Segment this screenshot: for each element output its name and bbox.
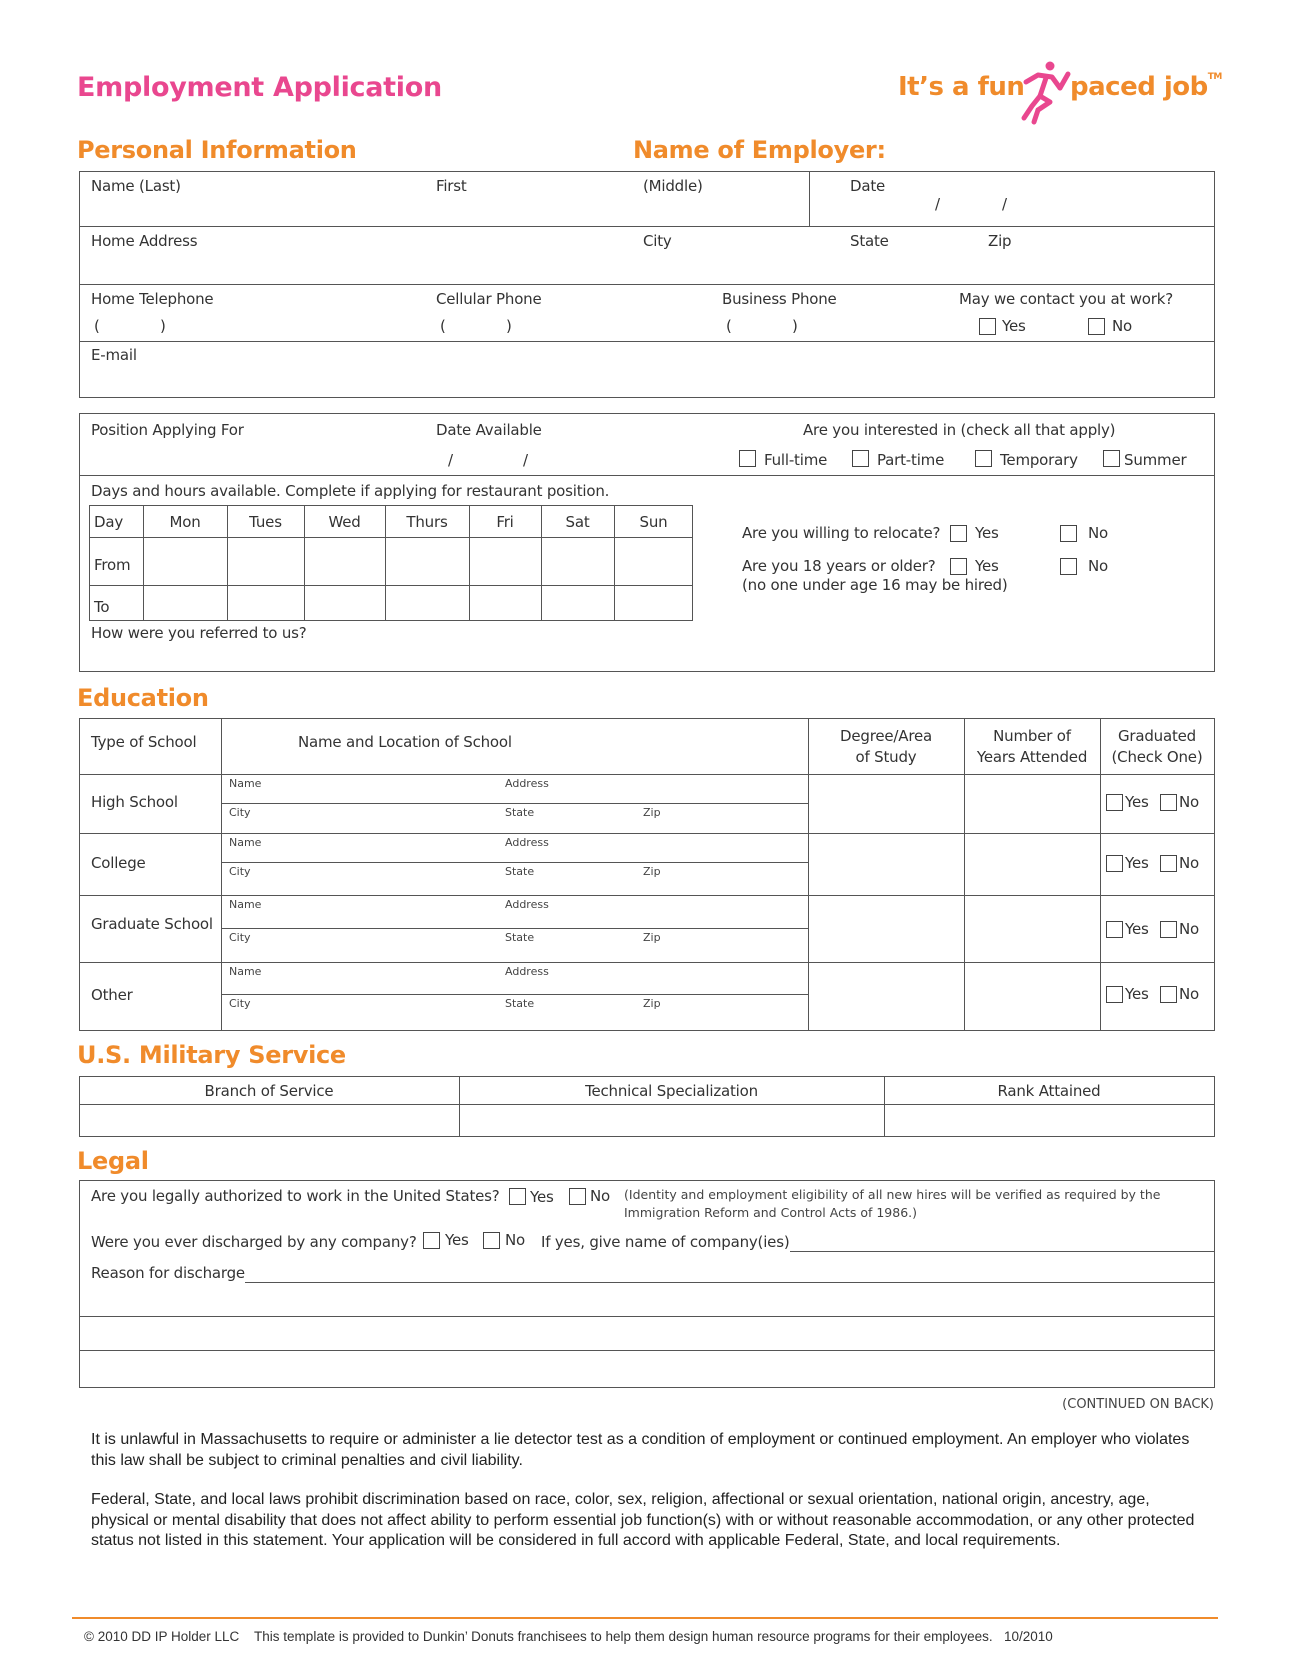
- divider: [89, 537, 693, 538]
- days-header-mon: Mon: [169, 513, 201, 531]
- date-input[interactable]: [848, 196, 1208, 222]
- label-referred: How were you referred to us?: [91, 624, 307, 642]
- label-no: No: [1179, 854, 1199, 872]
- sub-label-city: City: [229, 997, 251, 1010]
- section-heading-legal: Legal: [77, 1147, 149, 1175]
- footer-copyright: © 2010 DD IP Holder LLC: [84, 1629, 240, 1644]
- sub-label-address: Address: [505, 836, 549, 849]
- label-home-address: Home Address: [91, 232, 198, 250]
- relocate-yes-checkbox[interactable]: [950, 525, 967, 542]
- days-header-sat: Sat: [565, 513, 590, 531]
- discharged-no-checkbox[interactable]: [483, 1232, 500, 1249]
- military-header-specialization: Technical Specialization: [585, 1082, 758, 1100]
- edu-type-college: College: [91, 854, 146, 872]
- edu-type-graduate-school: Graduate School: [91, 915, 213, 933]
- state-input[interactable]: [848, 252, 978, 280]
- days-header-fri: Fri: [496, 513, 514, 531]
- divider: [89, 585, 693, 586]
- days-row-from: From: [94, 556, 131, 574]
- trademark: TM: [1207, 72, 1222, 82]
- cellular-phone-input[interactable]: [446, 316, 716, 336]
- days-header-tues: Tues: [249, 513, 282, 531]
- home-telephone-input[interactable]: [100, 316, 420, 336]
- label-name-first: First: [436, 177, 467, 195]
- edu-header-type: Type of School: [91, 733, 197, 751]
- edu-type-high-school: High School: [91, 793, 178, 811]
- divider: [221, 803, 808, 804]
- footer-rule: [72, 1617, 1218, 1619]
- paren: ): [160, 317, 166, 335]
- footer-date: 10/2010: [1003, 1629, 1053, 1644]
- authorized-yes-checkbox[interactable]: [509, 1188, 526, 1205]
- edu-header-name-location: Name and Location of School: [298, 733, 512, 751]
- edu-header-degree-1: Degree/Area: [840, 727, 932, 745]
- days-header-day: Day: [94, 513, 124, 531]
- label-if-yes: If yes, give name of company(ies): [541, 1233, 790, 1251]
- label-email: E-mail: [91, 346, 137, 364]
- full-time-checkbox[interactable]: [739, 450, 756, 467]
- label-date: Date: [850, 177, 886, 195]
- label-yes: Yes: [1125, 920, 1149, 938]
- date-separator: /: [448, 451, 453, 469]
- label-yes: Yes: [1125, 854, 1149, 872]
- divider: [79, 1104, 1215, 1105]
- divider: [79, 475, 1215, 476]
- label-home-telephone: Home Telephone: [91, 290, 214, 308]
- contact-work-no-checkbox[interactable]: [1088, 318, 1105, 335]
- sub-label-name: Name: [229, 898, 262, 911]
- part-time-checkbox[interactable]: [852, 450, 869, 467]
- divider: [79, 1350, 1215, 1351]
- days-header-wed: Wed: [328, 513, 361, 531]
- branch-of-service-input[interactable]: [84, 1108, 454, 1134]
- graduate-school-graduated-no-checkbox[interactable]: [1160, 921, 1177, 938]
- footer: [84, 1629, 1053, 1644]
- label-business-phone: Business Phone: [722, 290, 837, 308]
- discharged-company-input[interactable]: [792, 1228, 1210, 1250]
- date-available-input[interactable]: [432, 444, 712, 470]
- divider: [79, 774, 1215, 775]
- underline: [790, 1251, 1215, 1252]
- label-summer: Summer: [1124, 451, 1187, 469]
- reason-line-2-input[interactable]: [84, 1286, 1210, 1314]
- label-reason: Reason for discharge: [91, 1264, 245, 1282]
- authorized-no-checkbox[interactable]: [569, 1188, 586, 1205]
- divider: [79, 226, 1215, 227]
- label-zip: Zip: [988, 232, 1012, 250]
- label-city: City: [643, 232, 672, 250]
- section-heading-military: U.S. Military Service: [77, 1041, 346, 1069]
- sub-label-zip: Zip: [643, 806, 661, 819]
- notice-lie-detector: It is unlawful in Massachusetts to require or administer a lie detector test as a condition of employment or continued employment. An employer who violates this law shall be subject to criminal penalties and civil liability.: [91, 1431, 1190, 1469]
- age-note: (no one under age 16 may be hired): [742, 576, 1008, 594]
- sub-label-state: State: [505, 865, 535, 878]
- name-last-input[interactable]: [88, 196, 423, 222]
- contact-work-yes-checkbox[interactable]: [979, 318, 996, 335]
- page-title: Employment Application: [77, 72, 442, 103]
- label-no: No: [1179, 985, 1199, 1003]
- sub-label-address: Address: [505, 965, 549, 978]
- label-part-time: Part-time: [877, 451, 945, 469]
- edu-header-years-2: Years Attended: [976, 748, 1088, 766]
- underline: [245, 1282, 1215, 1283]
- paren: (: [440, 317, 446, 335]
- days-note: Days and hours available. Complete if applying for restaurant position.: [91, 482, 610, 500]
- temporary-checkbox[interactable]: [975, 450, 992, 467]
- label-yes: Yes: [975, 557, 999, 575]
- divider: [79, 962, 1215, 963]
- label-yes: Yes: [1002, 317, 1026, 335]
- section-heading-personal: Personal Information: [77, 136, 357, 164]
- label-yes: Yes: [530, 1188, 554, 1206]
- label-date-available: Date Available: [436, 421, 542, 439]
- referred-input[interactable]: [88, 644, 1208, 668]
- label-full-time: Full-time: [764, 451, 828, 469]
- email-input[interactable]: [88, 366, 1208, 394]
- name-middle-input[interactable]: [640, 196, 800, 222]
- other-graduated-no-checkbox[interactable]: [1160, 986, 1177, 1003]
- days-row-to: To: [94, 598, 110, 616]
- rank-attained-input[interactable]: [889, 1108, 1209, 1134]
- date-separator: /: [935, 195, 940, 213]
- authorized-note-2: Immigration Reform and Control Acts of 1986.): [624, 1205, 918, 1220]
- label-name-middle: (Middle): [643, 177, 703, 195]
- continued-on-back: (CONTINUED ON BACK): [1062, 1397, 1214, 1412]
- label-yes: Yes: [1125, 985, 1149, 1003]
- tagline-part1: It’s a fun: [898, 72, 1025, 102]
- paren: ): [792, 317, 798, 335]
- days-header-sun: Sun: [639, 513, 668, 531]
- military-header-branch: Branch of Service: [204, 1082, 334, 1100]
- label-age: Are you 18 years or older?: [742, 557, 936, 575]
- notice-discrimination: Federal, State, and local laws prohibit discrimination based on race, color, sex, religion, affectional or sexual orientation, national origin, ancestry, age, physical or mental disability that does not affect ability to perform essential job function(s) with or without reasonable accommodation, or any other protected status not listed in this statement. Your application will be considered in full accord with applicable Federal, State, and local requirements.: [91, 1491, 1195, 1549]
- sub-label-address: Address: [505, 777, 549, 790]
- footer-note: This template is provided to Dunkin’ Donuts franchisees to help them design human resource programs for their employees.: [254, 1629, 993, 1644]
- label-discharged: Were you ever discharged by any company?: [91, 1233, 417, 1251]
- graduate-school-graduated-yes-checkbox[interactable]: [1106, 921, 1123, 938]
- summer-checkbox[interactable]: [1103, 450, 1120, 467]
- label-authorized: Are you legally authorized to work in the United States?: [91, 1187, 500, 1205]
- high-school-graduated-no-checkbox[interactable]: [1160, 794, 1177, 811]
- sub-label-state: State: [505, 997, 535, 1010]
- sub-label-zip: Zip: [643, 931, 661, 944]
- sub-label-name: Name: [229, 836, 262, 849]
- sub-label-state: State: [505, 931, 535, 944]
- divider: [221, 862, 808, 863]
- section-heading-education: Education: [77, 684, 209, 712]
- other-graduated-yes-checkbox[interactable]: [1106, 986, 1123, 1003]
- label-name-last: Name (Last): [91, 177, 181, 195]
- label-cellular-phone: Cellular Phone: [436, 290, 542, 308]
- label-no: No: [1179, 920, 1199, 938]
- edu-header-graduated-1: Graduated: [1117, 727, 1197, 745]
- label-contact-at-work: May we contact you at work?: [959, 290, 1173, 308]
- edu-type-other: Other: [91, 986, 133, 1004]
- sub-label-name: Name: [229, 965, 262, 978]
- military-header-rank: Rank Attained: [997, 1082, 1101, 1100]
- college-graduated-yes-checkbox[interactable]: [1106, 855, 1123, 872]
- divider: [79, 341, 1215, 342]
- divider: [79, 895, 1215, 896]
- college-graduated-no-checkbox[interactable]: [1160, 855, 1177, 872]
- label-state: State: [850, 232, 889, 250]
- divider: [221, 994, 808, 995]
- divider: [809, 171, 810, 226]
- sub-label-city: City: [229, 806, 251, 819]
- divider: [79, 833, 1215, 834]
- sub-label-city: City: [229, 865, 251, 878]
- label-no: No: [1088, 524, 1108, 542]
- sub-label-state: State: [505, 806, 535, 819]
- label-no: No: [505, 1231, 525, 1249]
- zip-input[interactable]: [985, 252, 1210, 280]
- date-separator: /: [1002, 195, 1007, 213]
- edu-header-graduated-2: (Check One): [1111, 748, 1203, 766]
- high-school-graduated-yes-checkbox[interactable]: [1106, 794, 1123, 811]
- reason-line-3-input[interactable]: [84, 1320, 1210, 1348]
- discharged-yes-checkbox[interactable]: [423, 1232, 440, 1249]
- date-separator: /: [523, 451, 528, 469]
- label-position-applying: Position Applying For: [91, 421, 244, 439]
- sub-label-address: Address: [505, 898, 549, 911]
- paren: ): [506, 317, 512, 335]
- authorized-note-1: (Identity and employment eligibility of all new hires will be verified as required by the: [624, 1187, 1161, 1202]
- label-no: No: [1088, 557, 1108, 575]
- name-first-input[interactable]: [432, 196, 632, 222]
- divider: [221, 718, 222, 1031]
- section-heading-employer: Name of Employer:: [633, 136, 886, 164]
- home-address-input[interactable]: [88, 252, 628, 280]
- sub-label-city: City: [229, 931, 251, 944]
- business-phone-input[interactable]: [732, 316, 952, 336]
- position-applying-input[interactable]: [88, 444, 418, 470]
- paren: (: [726, 317, 732, 335]
- technical-specialization-input[interactable]: [464, 1108, 879, 1134]
- relocate-no-checkbox[interactable]: [1060, 525, 1077, 542]
- label-no: No: [1112, 317, 1132, 335]
- divider: [79, 1316, 1215, 1317]
- label-temporary: Temporary: [1000, 451, 1078, 469]
- edu-header-degree-2: of Study: [855, 748, 917, 766]
- label-yes: Yes: [1125, 793, 1149, 811]
- days-header-thurs: Thurs: [406, 513, 448, 531]
- edu-header-years-1: Number of: [993, 727, 1071, 745]
- sub-label-name: Name: [229, 777, 262, 790]
- age-no-checkbox[interactable]: [1060, 558, 1077, 575]
- label-yes: Yes: [445, 1231, 469, 1249]
- running-man-icon: [1016, 60, 1072, 126]
- label-relocate: Are you willing to relocate?: [742, 524, 941, 542]
- label-yes: Yes: [975, 524, 999, 542]
- brand-tagline: [898, 60, 1228, 130]
- reason-line-4-input[interactable]: [84, 1354, 1210, 1384]
- reason-for-discharge-input[interactable]: [248, 1260, 1210, 1281]
- city-input[interactable]: [640, 252, 840, 280]
- label-no: No: [1179, 793, 1199, 811]
- paren: (: [94, 317, 100, 335]
- divider: [79, 284, 1215, 285]
- label-no: No: [590, 1187, 610, 1205]
- sub-label-zip: Zip: [643, 997, 661, 1010]
- sub-label-zip: Zip: [643, 865, 661, 878]
- label-interested-in: Are you interested in (check all that apply): [803, 421, 1116, 439]
- tagline-part2: paced job™: [1070, 72, 1222, 102]
- age-yes-checkbox[interactable]: [950, 558, 967, 575]
- divider: [221, 928, 808, 929]
